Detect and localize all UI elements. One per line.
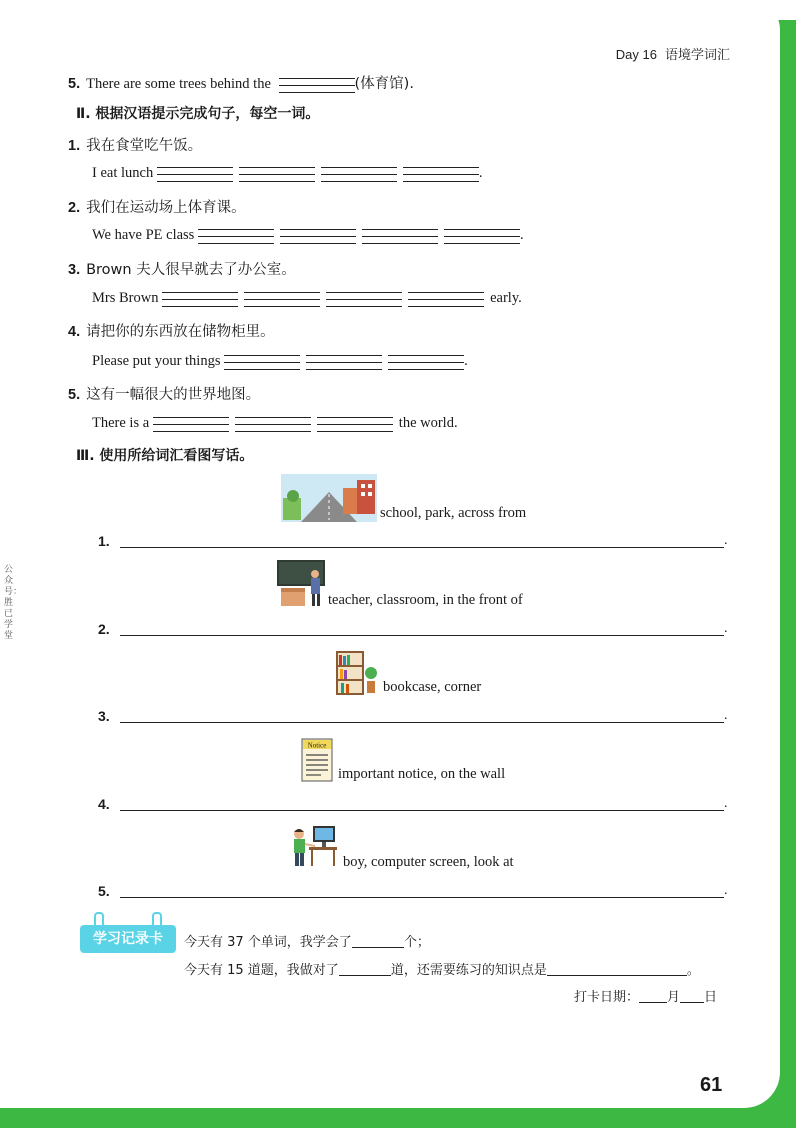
s2-q3-zh: 3. Brown 夫人很早就去了办公室。 [68,262,296,278]
answer-blank[interactable] [235,413,311,433]
page-header [616,44,730,63]
answer-blank[interactable] [408,288,484,308]
s3-q1-answer-line[interactable] [120,546,724,548]
page-number: 61 [700,1074,723,1096]
s2-q5-sentence: There is a the world. [92,415,458,431]
record-line-2: 今天有 15 道题，我做对了 道，还需要练习的知识点是 。 [184,963,700,978]
answer-blank[interactable] [444,225,520,245]
checkin-date: 打卡日期： 月 日 [574,990,718,1005]
s2-q5-zh: 5. 这有一幅很大的世界地图。 [68,387,261,403]
notice-icon [301,738,333,782]
teacher-classroom-icon [277,560,325,608]
s3-q3-words: bookcase, corner [383,679,482,695]
s3-q5-words: boy, computer screen, look at [343,854,514,870]
answer-blank[interactable] [326,288,402,308]
s3-q4-words: important notice, on the wall [338,766,506,782]
s3-q1-num: 1. [98,533,110,549]
answer-blank[interactable] [157,163,233,183]
questions-correct-blank[interactable] [339,961,391,976]
record-line-1: 今天有 37 个单词，我学会了 个； [184,935,430,950]
s2-q3-sentence: Mrs Brown early. [92,290,522,306]
answer-blank[interactable] [362,225,438,245]
answer-blank[interactable] [198,225,274,245]
record-card-label: 学习记录卡 [80,925,176,953]
answer-blank[interactable] [321,163,397,183]
header-day: Day 16 [615,47,657,62]
bookcase-icon [336,651,378,695]
answer-blank[interactable] [388,351,464,371]
answer-blank[interactable] [403,163,479,183]
s2-q1-zh: 1. 我在食堂吃午饭。 [68,138,203,154]
words-learned-blank[interactable] [352,933,404,948]
s3-q4-num: 4. [98,796,110,812]
question-5-top: 5. There are some trees behind the (体育馆). [68,76,414,92]
section-2-title: Ⅱ. 根据汉语提示完成句子，每空一词。 [76,106,320,122]
s2-q4-sentence: Please put your things . [92,353,468,369]
answer-blank[interactable] [306,351,382,371]
side-note: 公众号：胜已学堂 [4,565,23,641]
header-topic: 语境学词汇 [664,47,730,62]
s3-q2-words: teacher, classroom, in the front of [328,592,523,608]
s2-q2-zh: 2. 我们在运动场上体育课。 [68,200,246,216]
s2-q2-sentence: We have PE class . [92,227,524,243]
s3-q5-num: 5. [98,883,110,899]
section-3-title: Ⅲ. 使用所给词汇看图写话。 [76,448,254,464]
s3-q3-answer-line[interactable] [120,721,724,723]
answer-blank[interactable] [239,163,315,183]
day-blank[interactable] [680,988,704,1003]
answer-blank[interactable] [153,413,229,433]
s3-q3-num: 3. [98,708,110,724]
month-blank[interactable] [639,988,667,1003]
s2-q1-sentence: I eat lunch . [92,165,483,181]
s3-q2-answer-line[interactable] [120,634,724,636]
answer-blank[interactable] [244,288,320,308]
s3-q4-answer-line[interactable] [120,809,724,811]
street-scene-icon [281,474,377,522]
boy-computer-icon [289,824,339,868]
answer-blank[interactable] [317,413,393,433]
svg-text:Notice: Notice [307,741,327,750]
answer-blank[interactable] [280,225,356,245]
knowledge-points-blank[interactable] [547,961,687,976]
answer-blank[interactable] [279,74,355,94]
s2-q4-zh: 4. 请把你的东西放在储物柜里。 [68,324,275,340]
answer-blank[interactable] [162,288,238,308]
s3-q2-num: 2. [98,621,110,637]
s3-q5-answer-line[interactable] [120,896,724,898]
answer-blank[interactable] [224,351,300,371]
s3-q1-words: school, park, across from [380,505,527,521]
